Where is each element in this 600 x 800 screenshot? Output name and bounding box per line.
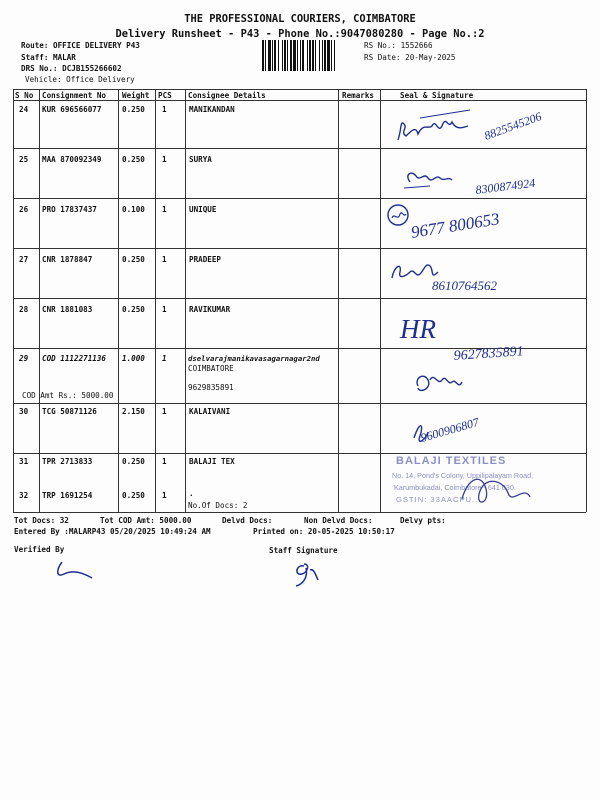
route-text: Route: OFFICE DELIVERY P43 — [21, 41, 140, 50]
row-weight: 1.000 — [122, 354, 145, 363]
row-weight: 0.250 — [122, 305, 145, 314]
col-header-pcs: PCS — [158, 91, 172, 100]
table-top-border — [13, 89, 586, 90]
delivery-points: Delvy pts: — [400, 516, 446, 525]
rs-number: RS No.: 1552666 — [364, 41, 433, 50]
signature-phone: 9600906807 — [418, 414, 481, 445]
row-consignment-no: KUR 696566077 — [42, 105, 102, 114]
row-sno: 32 — [19, 491, 29, 500]
total-docs: Tot Docs: 32 — [14, 516, 69, 525]
row-consignee-phone: 9629835891 — [188, 383, 234, 392]
row-consignment-no: CNR 1878847 — [42, 255, 93, 264]
row-pcs: 1 — [162, 305, 167, 314]
row-consignee: PRADEEP — [189, 255, 222, 264]
barcode-bar — [327, 40, 330, 71]
row-sno: 24 — [19, 105, 29, 114]
barcode-bar — [290, 40, 292, 71]
total-cod-amount: Tot COD Amt: 5000.00 — [100, 516, 192, 525]
non-delivered-docs: Non Delvd Docs: — [304, 516, 373, 525]
row-consignment-no: PRO 17837437 — [42, 205, 97, 214]
barcode-bar — [322, 40, 323, 71]
signature-phone: 8300874924 — [474, 175, 536, 197]
barcode-bar — [309, 40, 311, 71]
signature-phone: 9627835891 — [453, 344, 525, 364]
signature-row-24 — [390, 100, 586, 148]
signature-row-28 — [398, 306, 478, 346]
barcode-bar — [302, 40, 304, 71]
row-consignment-no: MAA 870092349 — [42, 155, 102, 164]
verified-by-signature — [52, 556, 102, 584]
row-weight: 0.250 — [122, 155, 145, 164]
col-header-signature: Seal & Signature — [400, 91, 474, 100]
row-consignee: KALAIVANI — [189, 407, 231, 416]
col-border — [185, 89, 186, 512]
runsheet-title: Delivery Runsheet - P43 - Phone No.:9047080280 - Page No.:2 — [115, 28, 485, 40]
row-consignment-no: TRP 1691254 — [42, 491, 93, 500]
barcode-bar — [312, 40, 314, 71]
col-header-remarks: Remarks — [342, 91, 375, 100]
row-pcs: 1 — [162, 155, 167, 164]
staff-signature-label: Staff Signature — [269, 546, 338, 555]
row-sno: 31 — [19, 457, 29, 466]
row-divider — [13, 298, 586, 299]
signature-phone: 8610764562 — [432, 278, 497, 293]
signature-mark: HR — [400, 314, 436, 344]
signature-row-29 — [414, 342, 586, 402]
barcode-bar — [282, 40, 283, 71]
barcode-bar — [297, 40, 298, 71]
verified-by-label: Verified By — [14, 545, 65, 554]
col-border — [155, 89, 156, 512]
signature-row-25 — [390, 150, 586, 198]
barcode-bar — [300, 40, 301, 71]
col-header-weight: Weight — [122, 91, 150, 100]
barcode-bar — [268, 40, 271, 71]
barcode-bar — [287, 40, 288, 71]
col-border — [118, 89, 119, 512]
signature-phone: 9677 800653 — [409, 209, 501, 242]
row-pcs: 1 — [162, 205, 167, 214]
barcode-bar — [272, 40, 273, 71]
company-name: THE PROFESSIONAL COURIERS, COIMBATORE — [184, 13, 416, 25]
col-border — [586, 89, 587, 512]
row-weight: 0.250 — [122, 457, 145, 466]
row-sno: 29 — [19, 354, 29, 363]
row-consignee: SURYA — [189, 155, 212, 164]
staff-text: Staff: MALAR — [21, 53, 76, 62]
row-pcs: 1 — [162, 457, 167, 466]
row-consignee: BALAJI TEX — [189, 457, 235, 466]
signature-over-stamp — [452, 459, 552, 511]
row-consignee: MANIKANDAN — [189, 105, 235, 114]
barcode-bar — [284, 40, 286, 71]
vehicle-text: Vehicle: Office Delivery — [25, 75, 135, 84]
entered-by: Entered By :MALARP43 05/20/2025 10:49:24 AM — [14, 527, 211, 536]
barcode-bar — [262, 40, 264, 71]
row-weight: 0.100 — [122, 205, 145, 214]
col-border — [13, 89, 14, 512]
row-weight: 0.250 — [122, 105, 145, 114]
barcode-bar — [331, 40, 332, 71]
row-divider — [13, 148, 586, 149]
signature-row-26 — [382, 200, 582, 248]
stamp-line: BALAJI TEXTILES — [396, 455, 507, 467]
barcode-bar — [315, 40, 316, 71]
row-consignment-no: CNR 1881083 — [42, 305, 93, 314]
row-consignment-no: TCG 50871126 — [42, 407, 97, 416]
no-of-docs: No.Of Docs: 2 — [188, 501, 248, 510]
row-pcs: 1 — [162, 491, 167, 500]
stamp-line: No. 14, Pond's Colony, Uppilipalayam Road, — [392, 471, 534, 480]
printed-on: Printed on: 20-05-2025 10:50:17 — [253, 527, 395, 536]
barcode-bar — [293, 40, 296, 71]
signature-row-27 — [386, 250, 582, 298]
company-stamp — [392, 455, 558, 513]
row-pcs: 1 — [162, 255, 167, 264]
col-header-consignment: Consignment No — [42, 91, 107, 100]
stamp-line: Karumbukadai, Coimbatore - 641 030. — [394, 483, 516, 492]
col-border — [39, 89, 40, 512]
rs-date: RS Date: 20-May-2025 — [364, 53, 456, 62]
row-sno: 25 — [19, 155, 29, 164]
row-consignee: UNIQUE — [189, 205, 217, 214]
signature-row-30 — [410, 404, 530, 448]
signature-phone: 8825545206 — [482, 109, 544, 143]
row-pcs: 1 — [162, 407, 167, 416]
row-pcs: 1 — [162, 105, 167, 114]
row-consignee: . — [189, 489, 194, 498]
barcode-bar — [319, 40, 320, 71]
row-divider — [13, 248, 586, 249]
row-consignee: dselvarajmanikavasagarnagar2nd — [188, 354, 320, 363]
barcode-bar — [334, 40, 335, 71]
delivered-docs: Delvd Docs: — [222, 516, 273, 525]
barcode-image — [262, 40, 358, 71]
row-weight: 2.150 — [122, 407, 145, 416]
row-sno: 27 — [19, 255, 29, 264]
barcode-bar — [265, 40, 266, 71]
col-header-consignee: Consignee Details — [188, 91, 266, 100]
staff-signature-mark — [288, 556, 324, 590]
row-consignee: RAVIKUMAR — [189, 305, 231, 314]
barcode-bar — [307, 40, 308, 71]
cod-amount: COD Amt Rs.: 5000.00 — [22, 391, 114, 400]
row-weight: 0.250 — [122, 491, 145, 500]
row-consignee-city: COIMBATORE — [188, 364, 234, 373]
row-consignment-no: TPR 2713833 — [42, 457, 93, 466]
barcode-bar — [278, 40, 279, 71]
barcode-bar — [274, 40, 276, 71]
row-weight: 0.250 — [122, 255, 145, 264]
row-consignment-no: COD 1112271136 — [42, 354, 107, 363]
row-sno: 28 — [19, 305, 29, 314]
row-sno: 26 — [19, 205, 29, 214]
barcode-bar — [324, 40, 326, 71]
stamp-line: GSTIN: 33AACPU... — [396, 495, 482, 504]
drs-number: DRS No.: DCJB155266602 — [21, 64, 122, 73]
row-divider — [13, 198, 586, 199]
row-sno: 30 — [19, 407, 29, 416]
col-border — [380, 89, 381, 512]
col-border — [338, 89, 339, 512]
row-divider — [13, 453, 586, 454]
col-header-sno: S No — [15, 91, 34, 100]
row-pcs: 1 — [162, 354, 167, 363]
